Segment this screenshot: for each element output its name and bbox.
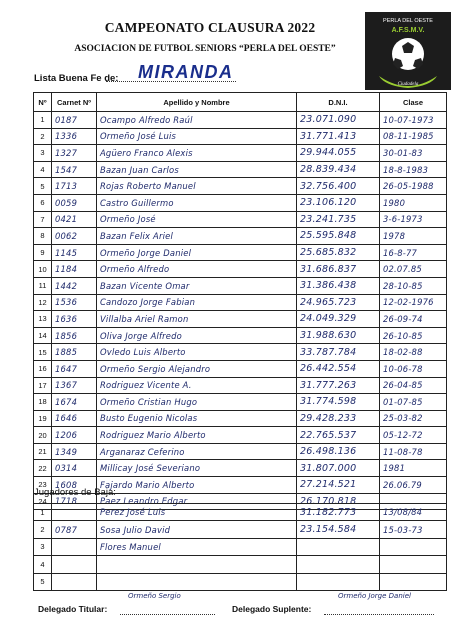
baja-table-body bbox=[34, 504, 447, 591]
row-number: 22 bbox=[34, 460, 52, 477]
player-row bbox=[34, 394, 447, 411]
player-row bbox=[34, 261, 447, 278]
nombre-cell: Ormeño Sergio Alejandro bbox=[97, 360, 297, 377]
dni-cell: 24.965.723 bbox=[297, 294, 380, 311]
clase-cell bbox=[380, 556, 447, 573]
titular-signature: Ormeño Sergio bbox=[128, 592, 181, 600]
player-row bbox=[34, 377, 447, 394]
players-table-header bbox=[34, 93, 447, 112]
header-dni: D.N.I. bbox=[297, 93, 380, 112]
nombre-cell: Castro Guillermo bbox=[97, 194, 297, 211]
nombre-cell: Sosa Julio David bbox=[97, 521, 297, 538]
carnet-cell: 1442 bbox=[52, 277, 97, 294]
dni-cell: 31.686.837 bbox=[297, 261, 380, 278]
carnet-cell: 1856 bbox=[52, 327, 97, 344]
header-carnet: Carnet Nº bbox=[52, 93, 97, 112]
dni-cell bbox=[297, 556, 380, 573]
clase-cell: 10-06-78 bbox=[380, 360, 447, 377]
logo-bottom-text: Ciudadela bbox=[397, 82, 419, 87]
row-number: 18 bbox=[34, 394, 52, 411]
row-number: 21 bbox=[34, 443, 52, 460]
nombre-cell: Ormeño Alfredo bbox=[97, 261, 297, 278]
suplente-label: Delegado Suplente: bbox=[232, 604, 312, 614]
nombre-cell: Candozo Jorge Fabian bbox=[97, 294, 297, 311]
player-row bbox=[34, 194, 447, 211]
dni-cell: 31.386.438 bbox=[297, 277, 380, 294]
lista-label: Lista Buena Fe de: bbox=[34, 73, 119, 84]
clase-cell: 13/08/84 bbox=[380, 504, 447, 521]
clase-cell: 26-09-74 bbox=[380, 311, 447, 328]
carnet-cell: 1647 bbox=[52, 360, 97, 377]
row-number: 24 bbox=[34, 493, 52, 510]
row-number: 3 bbox=[34, 145, 52, 162]
nombre-cell: Arganaraz Ceferino bbox=[97, 443, 297, 460]
dni-cell: 24.049.329 bbox=[297, 311, 380, 328]
clase-cell: 08-11-1985 bbox=[380, 128, 447, 145]
nombre-cell: Ormeño José Luis bbox=[97, 128, 297, 145]
clase-cell: 01-07-85 bbox=[380, 394, 447, 411]
baja-row bbox=[34, 573, 447, 590]
carnet-cell: 1145 bbox=[52, 244, 97, 261]
nombre-cell: Ormeño José bbox=[97, 211, 297, 228]
row-number: 5 bbox=[34, 178, 52, 195]
player-row bbox=[34, 161, 447, 178]
player-row bbox=[34, 443, 447, 460]
dni-cell: 23.106.120 bbox=[297, 194, 380, 211]
team-name: MIRANDA bbox=[138, 62, 234, 82]
carnet-cell bbox=[52, 573, 97, 590]
clase-cell: 1980 bbox=[380, 194, 447, 211]
clase-cell: 18-8-1983 bbox=[380, 161, 447, 178]
row-number: 5 bbox=[34, 573, 52, 590]
dni-cell: 32.756.400 bbox=[297, 178, 380, 195]
suplente-signature: Ormeño Jorge Daniel bbox=[338, 592, 411, 600]
row-number: 20 bbox=[34, 427, 52, 444]
clase-cell: 1981 bbox=[380, 460, 447, 477]
player-row bbox=[34, 460, 447, 477]
baja-label: Jugadores de Baja: bbox=[34, 487, 116, 498]
nombre-cell: Bazan Vicente Omar bbox=[97, 277, 297, 294]
carnet-cell: 1547 bbox=[52, 161, 97, 178]
dni-cell: 31.774.598 bbox=[297, 394, 380, 411]
row-number: 2 bbox=[34, 521, 52, 538]
logo-mid-text: A.F.S.M.V. bbox=[391, 27, 425, 34]
player-row bbox=[34, 427, 447, 444]
row-number: 10 bbox=[34, 261, 52, 278]
carnet-cell: 1713 bbox=[52, 178, 97, 195]
clase-cell bbox=[380, 573, 447, 590]
dni-cell: 22.765.537 bbox=[297, 427, 380, 444]
player-row bbox=[34, 228, 447, 245]
baja-row bbox=[34, 521, 447, 538]
players-table bbox=[33, 92, 447, 510]
carnet-cell: 0314 bbox=[52, 460, 97, 477]
dni-cell: 23.241.735 bbox=[297, 211, 380, 228]
nombre-cell bbox=[97, 556, 297, 573]
titular-label: Delegado Titular: bbox=[38, 604, 108, 614]
nombre-cell: Ovledo Luis Alberto bbox=[97, 344, 297, 361]
carnet-cell: 1206 bbox=[52, 427, 97, 444]
row-number: 16 bbox=[34, 360, 52, 377]
dni-cell: 26.170.818 bbox=[297, 493, 380, 510]
baja-row bbox=[34, 538, 447, 555]
clase-cell: 1978 bbox=[380, 228, 447, 245]
suplente-line bbox=[324, 614, 434, 615]
nombre-cell: Paez Leandro Edgar bbox=[97, 493, 297, 510]
baja-row bbox=[34, 504, 447, 521]
carnet-cell: 0421 bbox=[52, 211, 97, 228]
document-subtitle: ASOCIACION DE FUTBOL SENIORS “PERLA DEL OESTE” bbox=[74, 44, 336, 54]
nombre-cell: Rojas Roberto Manuel bbox=[97, 178, 297, 195]
nombre-cell: Villalba Ariel Ramon bbox=[97, 311, 297, 328]
logo-top-text: PERLA DEL OESTE bbox=[383, 18, 433, 24]
nombre-cell: Bazan Felix Ariel bbox=[97, 228, 297, 245]
row-number: 1 bbox=[34, 504, 52, 521]
row-number: 12 bbox=[34, 294, 52, 311]
player-row bbox=[34, 344, 447, 361]
carnet-cell: 1885 bbox=[52, 344, 97, 361]
nombre-cell: Ormeño Jorge Daniel bbox=[97, 244, 297, 261]
carnet-cell bbox=[52, 556, 97, 573]
player-row bbox=[34, 360, 447, 377]
carnet-cell: 1349 bbox=[52, 443, 97, 460]
clase-cell: 02.07.85 bbox=[380, 261, 447, 278]
clase-cell: 10-07-1973 bbox=[380, 112, 447, 129]
clase-cell: 12-02-1976 bbox=[380, 294, 447, 311]
dni-cell: 28.839.434 bbox=[297, 161, 380, 178]
dni-cell: 31.182.773 bbox=[297, 504, 380, 521]
nombre-cell: Busto Eugenio Nicolas bbox=[97, 410, 297, 427]
baja-row bbox=[34, 556, 447, 573]
dni-cell: 29.428.233 bbox=[297, 410, 380, 427]
clase-cell: 05-12-72 bbox=[380, 427, 447, 444]
carnet-cell: 0059 bbox=[52, 194, 97, 211]
row-number: 4 bbox=[34, 556, 52, 573]
carnet-cell: 0187 bbox=[52, 112, 97, 129]
row-number: 9 bbox=[34, 244, 52, 261]
row-number: 4 bbox=[34, 161, 52, 178]
clase-cell: 11-08-78 bbox=[380, 443, 447, 460]
carnet-cell: 1536 bbox=[52, 294, 97, 311]
header-nombre: Apellido y Nombre bbox=[97, 93, 297, 112]
clase-cell bbox=[380, 538, 447, 555]
dni-cell bbox=[297, 538, 380, 555]
carnet-cell: 0062 bbox=[52, 228, 97, 245]
dni-cell: 27.214.521 bbox=[297, 477, 380, 494]
dni-cell: 23.154.584 bbox=[297, 521, 380, 538]
player-row bbox=[34, 311, 447, 328]
carnet-cell bbox=[52, 538, 97, 555]
header-num: Nº bbox=[34, 93, 52, 112]
player-row bbox=[34, 112, 447, 129]
player-row bbox=[34, 178, 447, 195]
player-row bbox=[34, 211, 447, 228]
nombre-cell: Rodriguez Mario Alberto bbox=[97, 427, 297, 444]
player-row bbox=[34, 294, 447, 311]
clase-cell: 28-10-85 bbox=[380, 277, 447, 294]
player-row bbox=[34, 128, 447, 145]
league-logo bbox=[365, 12, 451, 90]
row-number: 13 bbox=[34, 311, 52, 328]
row-number: 23 bbox=[34, 477, 52, 494]
clase-cell: 3-6-1973 bbox=[380, 211, 447, 228]
row-number: 6 bbox=[34, 194, 52, 211]
dni-cell bbox=[297, 573, 380, 590]
carnet-cell: 1367 bbox=[52, 377, 97, 394]
dni-cell: 29.944.055 bbox=[297, 145, 380, 162]
nombre-cell: Agüero Franco Alexis bbox=[97, 145, 297, 162]
row-number: 8 bbox=[34, 228, 52, 245]
player-row bbox=[34, 244, 447, 261]
players-table-body bbox=[34, 112, 447, 510]
clase-cell: 26-10-85 bbox=[380, 327, 447, 344]
nombre-cell: Ocampo Alfredo Raúl bbox=[97, 112, 297, 129]
clase-cell: 26-05-1988 bbox=[380, 178, 447, 195]
baja-table bbox=[33, 503, 447, 591]
row-number: 14 bbox=[34, 327, 52, 344]
nombre-cell: Fajardo Mario Alberto bbox=[97, 477, 297, 494]
dni-cell: 26.442.554 bbox=[297, 360, 380, 377]
nombre-cell bbox=[97, 573, 297, 590]
clase-cell: 25-03-82 bbox=[380, 410, 447, 427]
clase-cell: 16-8-77 bbox=[380, 244, 447, 261]
nombre-cell: Oliva Jorge Alfredo bbox=[97, 327, 297, 344]
carnet-cell: 1608 bbox=[52, 477, 97, 494]
nombre-cell: Rodriguez Vicente A. bbox=[97, 377, 297, 394]
row-number: 17 bbox=[34, 377, 52, 394]
carnet-cell: 1327 bbox=[52, 145, 97, 162]
dni-cell: 31.771.413 bbox=[297, 128, 380, 145]
dni-cell: 31.807.000 bbox=[297, 460, 380, 477]
row-number: 7 bbox=[34, 211, 52, 228]
row-number: 11 bbox=[34, 277, 52, 294]
clase-cell: 26.06.79 bbox=[380, 477, 447, 494]
carnet-cell: 1646 bbox=[52, 410, 97, 427]
titular-line bbox=[120, 614, 215, 615]
carnet-cell: 1336 bbox=[52, 128, 97, 145]
clase-cell: 30-01-83 bbox=[380, 145, 447, 162]
player-row bbox=[34, 327, 447, 344]
carnet-cell: 0787 bbox=[52, 521, 97, 538]
dni-cell: 23.071.090 bbox=[297, 112, 380, 129]
dni-cell: 33.787.784 bbox=[297, 344, 380, 361]
nombre-cell: Perez José Luis bbox=[97, 504, 297, 521]
row-number: 1 bbox=[34, 112, 52, 129]
nombre-cell: Ormeño Cristian Hugo bbox=[97, 394, 297, 411]
player-row bbox=[34, 145, 447, 162]
dni-cell: 26.498.136 bbox=[297, 443, 380, 460]
row-number: 2 bbox=[34, 128, 52, 145]
header-clase: Clase bbox=[380, 93, 447, 112]
nombre-cell: Millicay José Severiano bbox=[97, 460, 297, 477]
document-title: CAMPEONATO CLAUSURA 2022 bbox=[104, 20, 316, 35]
carnet-cell: 1636 bbox=[52, 311, 97, 328]
row-number: 19 bbox=[34, 410, 52, 427]
clase-cell: 18-02-88 bbox=[380, 344, 447, 361]
player-row bbox=[34, 277, 447, 294]
nombre-cell: Bazan Juan Carlos bbox=[97, 161, 297, 178]
clase-cell: 15-03-73 bbox=[380, 521, 447, 538]
dni-cell: 25.595.848 bbox=[297, 228, 380, 245]
dni-cell: 31.777.263 bbox=[297, 377, 380, 394]
carnet-cell bbox=[52, 504, 97, 521]
carnet-cell: 1184 bbox=[52, 261, 97, 278]
row-number: 15 bbox=[34, 344, 52, 361]
dni-cell: 31.988.630 bbox=[297, 327, 380, 344]
player-row bbox=[34, 410, 447, 427]
carnet-cell: 1718 bbox=[52, 493, 97, 510]
row-number: 3 bbox=[34, 538, 52, 555]
dni-cell: 25.685.832 bbox=[297, 244, 380, 261]
clase-cell: 26-04-85 bbox=[380, 377, 447, 394]
nombre-cell: Flores Manuel bbox=[97, 538, 297, 555]
carnet-cell: 1674 bbox=[52, 394, 97, 411]
